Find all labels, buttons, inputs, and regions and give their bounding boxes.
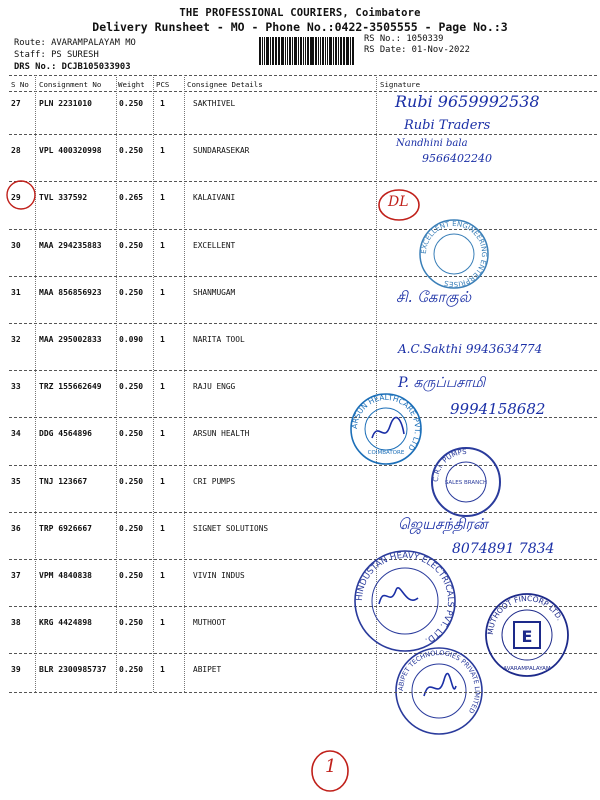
- signature-scribble-row39: [420, 672, 460, 706]
- row-weight: 0.250: [119, 146, 144, 156]
- barcode-bar: [343, 37, 344, 65]
- row-pcs: 1: [160, 193, 165, 203]
- row-separator: [9, 134, 597, 135]
- barcode-bar: [310, 37, 311, 65]
- barcode-bar: [344, 37, 345, 65]
- row-pcs: 1: [160, 335, 165, 344]
- barcode-bar: [329, 37, 332, 65]
- col-header-signature: Signature: [380, 80, 421, 89]
- col-header-weight: Weight: [118, 80, 145, 89]
- barcode-bar: [270, 37, 271, 65]
- red-circle-row-number: [4, 178, 38, 212]
- runsheet-title: Delivery Runsheet - MO - Phone No.:0422-3505555 - Page No.:3: [92, 20, 508, 34]
- row-weight: 0.250: [119, 287, 144, 297]
- row-sno: 27: [11, 99, 21, 108]
- column-divider: [153, 75, 154, 692]
- row-sno: 35: [11, 476, 21, 486]
- stamp-cri-pumps: [430, 446, 502, 518]
- signature-row27: Rubi 9659992538: [395, 92, 540, 111]
- stamp-cri-text: C.R.I. PUMPS: [431, 447, 467, 483]
- barcode-bar: [303, 37, 304, 65]
- signature-row28: Nandhini bala: [396, 138, 468, 149]
- row-consignee: ABIPET: [193, 665, 222, 675]
- row-consignee: EXCELLENT: [193, 240, 236, 250]
- row-consignment-no: VPM 4840838: [39, 571, 92, 580]
- barcode-bar: [281, 37, 284, 65]
- row-pcs: 1: [160, 287, 165, 297]
- company-title: THE PROFESSIONAL COURIERS, Coimbatore: [179, 7, 421, 19]
- row-weight: 0.250: [119, 476, 144, 486]
- barcode: [259, 37, 355, 65]
- row-consignment-no: VPL 400320998: [39, 146, 102, 156]
- stamp-muthoot-branch: AVARAMPALAYAM: [503, 666, 551, 672]
- signature-row28-phone: 9566402240: [422, 152, 492, 165]
- barcode-bar: [350, 37, 351, 65]
- barcode-bar: [294, 37, 297, 65]
- stamp-arsun-text: ARSUN HEALTHCARE PVT. LTD: [349, 392, 423, 453]
- barcode-bar: [278, 37, 280, 65]
- barcode-bar: [287, 37, 288, 65]
- stamp-excellent: [418, 218, 490, 290]
- row-weight: 0.090: [119, 335, 144, 344]
- row-weight: 0.250: [119, 571, 144, 580]
- row-weight: 0.250: [119, 382, 144, 392]
- rs-date: RS Date: 01-Nov-2022: [364, 45, 470, 55]
- barcode-bar: [327, 37, 328, 65]
- row-separator: [9, 465, 597, 466]
- barcode-bar: [262, 37, 263, 65]
- row-sno: 28: [11, 146, 21, 156]
- table-bottom-rule: [9, 692, 597, 693]
- signature-scribble-row37: [376, 578, 422, 614]
- row-consignee: KALAIVANI: [193, 193, 236, 203]
- row-consignment-no: MAA 856856923: [39, 287, 102, 297]
- row-weight: 0.250: [119, 523, 144, 533]
- row-weight: 0.250: [119, 429, 144, 439]
- row-sno: 31: [11, 287, 21, 297]
- signature-scribble-row34: [368, 416, 408, 446]
- staff-label: Staff: PS SURESH: [14, 50, 99, 60]
- row-pcs: 1: [160, 99, 165, 108]
- col-header-sno: S No: [11, 80, 29, 89]
- barcode-bar: [311, 37, 314, 65]
- barcode-bar: [264, 37, 265, 65]
- row-weight: 0.250: [119, 618, 144, 628]
- row-pcs: 1: [160, 618, 165, 628]
- table-top-rule: [9, 75, 597, 76]
- row-pcs: 1: [160, 240, 165, 250]
- row-pcs: 1: [160, 429, 165, 439]
- stamp-muthoot: [484, 592, 570, 678]
- barcode-bar: [285, 37, 286, 65]
- stamp-excellent-text: EXCELLENT ENGINEERING ENTERPRISES: [419, 219, 489, 289]
- row-consignment-no: KRG 4424898: [39, 618, 92, 628]
- barcode-bar: [266, 37, 269, 65]
- barcode-bar: [272, 37, 274, 65]
- column-divider: [35, 75, 36, 692]
- row-consignment-no: DDG 4564896: [39, 429, 92, 439]
- row-weight: 0.250: [119, 240, 144, 250]
- row-sno: 30: [11, 240, 21, 250]
- row-consignment-no: TRP 6926667: [39, 523, 92, 533]
- barcode-bar: [300, 37, 302, 65]
- col-header-consignment: Consignment No: [39, 80, 102, 89]
- row-sno: 39: [11, 665, 21, 675]
- stamp-arsun-city: COIMBATORE: [367, 450, 405, 456]
- row-pcs: 1: [160, 476, 165, 486]
- row-consignment-no: BLR 2300985737: [39, 665, 107, 675]
- barcode-bar: [322, 37, 324, 65]
- row-consignment-no: MAA 295002833: [39, 335, 102, 344]
- barcode-bar: [320, 37, 321, 65]
- stamp-abipet-text: ABIPET TECHNOLOGIES PRIVATE LIMITED: [396, 648, 482, 715]
- barcode-bar: [346, 37, 349, 65]
- row-sno: 36: [11, 523, 21, 533]
- barcode-bar: [259, 37, 261, 65]
- barcode-bar: [307, 37, 309, 65]
- row-separator: [9, 323, 597, 324]
- row-weight: 0.250: [119, 665, 144, 675]
- barcode-bar: [352, 37, 354, 65]
- col-header-pcs: PCS: [156, 80, 170, 89]
- row-sno: 38: [11, 618, 21, 628]
- signature-row27-shop: Rubi Traders: [404, 118, 491, 133]
- row-sno: 34: [11, 429, 21, 439]
- route-label: Route: AVARAMPALAYAM MO: [14, 38, 136, 48]
- handwritten-page-number: 1: [325, 756, 337, 777]
- row-weight: 0.250: [119, 99, 144, 108]
- barcode-bar: [276, 37, 277, 65]
- row-consignee: MUTHOOT: [193, 618, 226, 628]
- barcode-bar: [292, 37, 293, 65]
- row-consignee: SHANMUGAM: [193, 287, 236, 297]
- col-header-consignee: Consignee Details: [187, 80, 263, 89]
- row-consignment-no: TRZ 155662649: [39, 382, 102, 392]
- row-separator: [9, 181, 597, 182]
- row-consignee: SIGNET SOLUTIONS: [193, 523, 269, 533]
- row-consignment-no: TVL 337592: [39, 193, 88, 203]
- row-consignment-no: PLN 2231010: [39, 99, 92, 108]
- row-sno: 32: [11, 335, 21, 344]
- signature-row33-name: P. கருப்பசாமி: [398, 375, 486, 391]
- row-separator: [9, 229, 597, 230]
- row-sno: 33: [11, 382, 21, 392]
- barcode-bar: [325, 37, 326, 65]
- column-divider: [184, 75, 185, 692]
- row-consignee: SAKTHIVEL: [193, 99, 236, 108]
- stamp-cri-branch: SALES BRANCH: [444, 480, 488, 486]
- row-consignee: NARITA TOOL: [193, 335, 245, 344]
- barcode-bar: [338, 37, 339, 65]
- barcode-bar: [275, 37, 276, 65]
- row-consignee: VIVIN INDUS: [193, 571, 245, 580]
- signature-row34-phone: 9994158682: [450, 400, 546, 418]
- barcode-bar: [318, 37, 319, 65]
- signature-row36-phone: 8074891 7834: [452, 541, 555, 557]
- signature-row33: A.C.Sakthi 9943634774: [398, 342, 543, 356]
- barcode-bar: [289, 37, 291, 65]
- row-consignment-no: MAA 294235883: [39, 240, 102, 250]
- row-consignment-no: TNJ 123667: [39, 476, 88, 486]
- barcode-bar: [315, 37, 317, 65]
- drs-number: DRS No.: DCJB105033903: [14, 62, 131, 72]
- row-pcs: 1: [160, 146, 165, 156]
- row-pcs: 1: [160, 571, 165, 580]
- column-divider: [116, 75, 117, 692]
- stamp-hindustan-text: HINDUSTAN HEAVY ELECTRICALS PVT. LTD.: [354, 550, 456, 646]
- row-consignee: ARSUN HEALTH: [193, 429, 250, 439]
- row-pcs: 1: [160, 382, 165, 392]
- row-separator: [9, 512, 597, 513]
- row-sno: 29: [11, 193, 21, 203]
- barcode-bar: [298, 37, 299, 65]
- row-sno: 37: [11, 571, 21, 580]
- svg-text:E: E: [521, 627, 533, 646]
- row-pcs: 1: [160, 523, 165, 533]
- stamp-muthoot-text: MUTHOOT FINCORP LTD.: [485, 593, 565, 636]
- rs-number: RS No.: 1050339: [364, 34, 444, 44]
- barcode-bar: [333, 37, 334, 65]
- delivered-mark-row29: DL: [388, 194, 409, 210]
- row-separator: [9, 276, 597, 277]
- barcode-bar: [305, 37, 306, 65]
- row-consignee: SUNDARASEKAR: [193, 146, 250, 156]
- row-weight: 0.265: [119, 193, 144, 203]
- row-separator: [9, 559, 597, 560]
- barcode-bar: [340, 37, 342, 65]
- row-consignee: RAJU ENGG: [193, 382, 236, 392]
- row-separator: [9, 370, 597, 371]
- row-consignee: CRI PUMPS: [193, 476, 236, 486]
- signature-row31: சி. கோகுல்: [396, 288, 472, 306]
- row-pcs: 1: [160, 665, 165, 675]
- barcode-bar: [335, 37, 337, 65]
- signature-row36: ஜெயசந்திரன்: [398, 515, 488, 533]
